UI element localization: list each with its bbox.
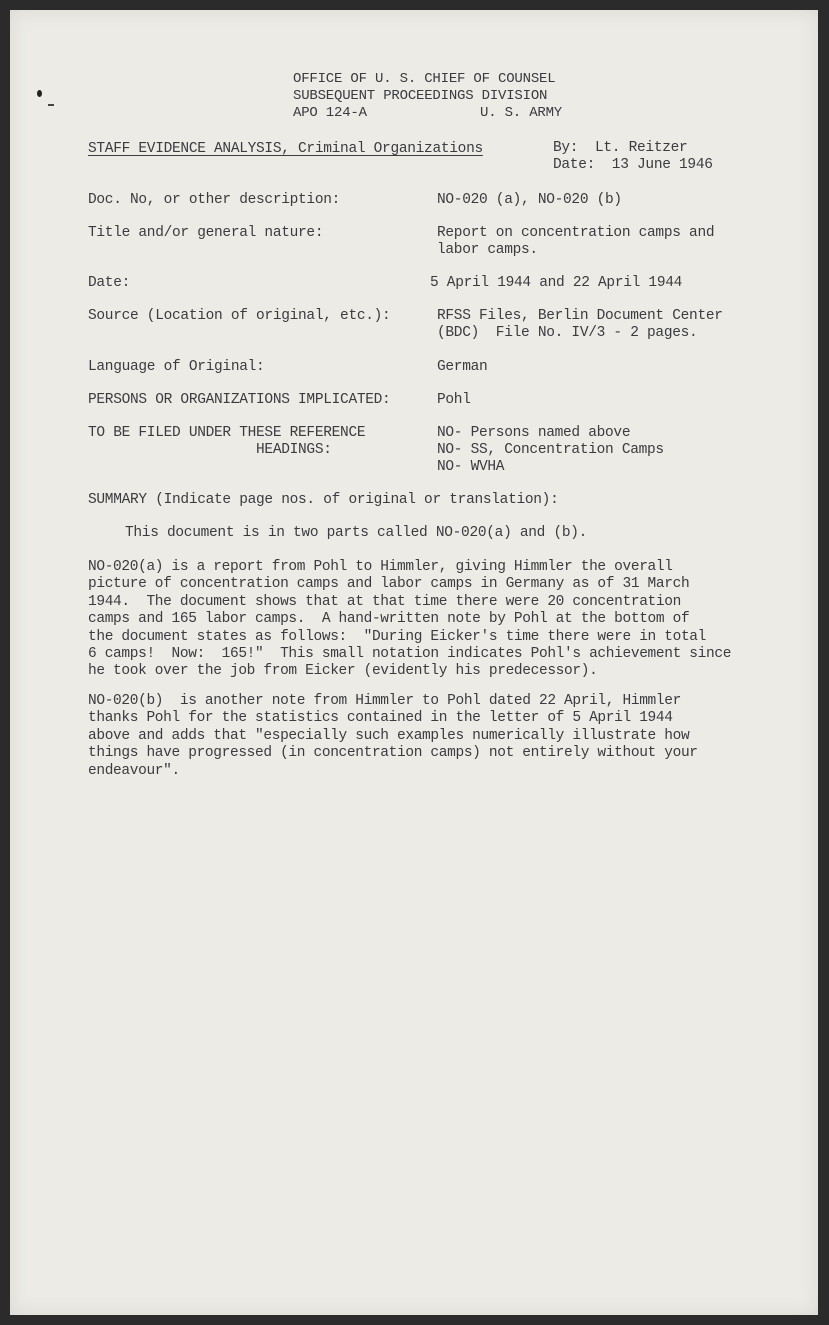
field-label-headings: TO BE FILED UNDER THESE REFERENCE HEADINGS: <box>88 425 366 458</box>
header-office: OFFICE OF U. S. CHIEF OF COUNSEL <box>293 71 556 87</box>
field-value-headings: NO- Persons named above NO- SS, Concentration Camps NO- WVHA <box>437 425 664 475</box>
field-value-doc-no: NO-020 (a), NO-020 (b) <box>437 192 622 208</box>
field-value-persons: Pohl <box>437 392 471 408</box>
header-division: SUBSEQUENT PROCEEDINGS DIVISION <box>293 88 548 104</box>
field-label-language: Language of Original: <box>88 359 265 375</box>
field-value-source: RFSS Files, Berlin Document Center (BDC) File No. IV/3 - 2 pages. <box>437 308 723 341</box>
field-value-date: 5 April 1944 and 22 April 1944 <box>430 275 683 291</box>
summary-heading: SUMMARY (Indicate page nos. of original or translation): <box>88 492 559 508</box>
summary-paragraph-a: NO-020(a) is a report from Pohl to Himmler, giving Himmler the overall picture of concentration camps and labor camps in Germany as of 31 March 1944. The document shows that at that time there were 20 concentration camps and 165 labor camps. A hand-written note by Pohl at the bottom of the document states as follows: "During Eicker's time there were in total 6 camps! Now: 165!" This small notation indicates Pohl's achievement since he took over the job from Eicker (evidently his predecessor). <box>88 559 732 680</box>
field-label-doc-no: Doc. No, or other description: <box>88 192 341 208</box>
document-page <box>10 10 818 1315</box>
ink-dash <box>48 104 54 106</box>
analyst-by: By: Lt. Reitzer <box>553 140 688 156</box>
header-army: U. S. ARMY <box>480 105 563 121</box>
field-label-date: Date: <box>88 275 131 291</box>
field-label-persons: PERSONS OR ORGANIZATIONS IMPLICATED: <box>88 392 391 408</box>
summary-paragraph-b: NO-020(b) is another note from Himmler to Pohl dated 22 April, Himmler thanks Pohl for the statistics contained in the letter of 5 April 1944 above and adds that "especially such examples numerically illustrate how things have progressed (in concentration camps) not entirely without your endeavour". <box>88 693 698 779</box>
field-value-title: Report on concentration camps and labor camps. <box>437 225 715 258</box>
document-title: STAFF EVIDENCE ANALYSIS, Criminal Organizations <box>88 141 483 157</box>
field-label-title: Title and/or general nature: <box>88 225 324 241</box>
header-apo: APO 124-A <box>293 105 367 121</box>
analysis-date: Date: 13 June 1946 <box>553 157 713 173</box>
field-label-source: Source (Location of original, etc.): <box>88 308 391 324</box>
ink-spot <box>37 90 42 97</box>
field-value-language: German <box>437 359 488 375</box>
summary-intro: This document is in two parts called NO-020(a) and (b). <box>125 525 588 541</box>
